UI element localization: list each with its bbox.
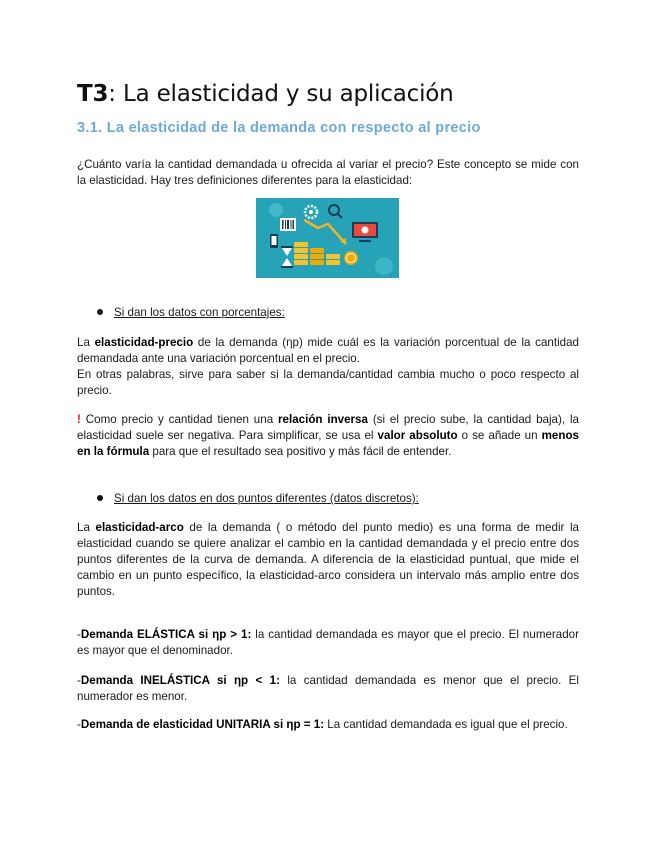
text-run: para que el resultado sea positivo y más fácil de entender. bbox=[149, 445, 452, 458]
text-run: - bbox=[77, 674, 81, 687]
bullet-item-discrete bbox=[97, 491, 419, 507]
page-title bbox=[77, 78, 454, 110]
section-heading: 3.1. La elasticidad de la demanda con respecto al precio bbox=[77, 120, 481, 136]
term-demanda-inelastica: Demanda INELÁSTICA si ηp < 1: bbox=[80, 674, 280, 687]
text-run: Como precio y cantidad tienen una bbox=[80, 413, 279, 426]
exclamation-icon: ! bbox=[77, 413, 81, 426]
bullet-text: Si dan los datos en dos puntos diferentes (datos discretos): bbox=[114, 492, 419, 505]
text-run: de la demanda ( o método del punto medio) es una forma de medir la elasticidad cuando se quiere analizar el cambio en la cantidad demandada y el precio entre dos puntos diferentes de la curva de demanda. A diferencia de la elasticidad puntual, que mide el cambio en un punto específico, la elasticidad-arco considera un intervalo más amplio entre dos puntos. bbox=[77, 521, 579, 598]
note-paragraph bbox=[77, 412, 579, 460]
term-elasticidad-precio: elasticidad-precio bbox=[94, 336, 194, 349]
term-relacion-inversa: relación inversa bbox=[278, 413, 368, 426]
term-demanda-unitaria: Demanda de elasticidad UNITARIA si ηp = 1: bbox=[80, 718, 325, 731]
term-menos-formula: menos en la fórmula bbox=[77, 429, 579, 458]
text-run: de la demanda (ηp) mide cuál es la variación porcentual de la cantidad demandada ante una variación porcentual en el precio. bbox=[77, 336, 579, 365]
term-demanda-elastica: Demanda ELÁSTICA si ηp > 1: bbox=[80, 628, 252, 641]
definition-elastic bbox=[77, 627, 579, 659]
definition-inelastic bbox=[77, 673, 579, 705]
title-prefix: T3 bbox=[77, 81, 109, 107]
text-run: (si el precio sube, la cantidad baja), la elasticidad suele ser negativa. Para simplificar, se usa el bbox=[77, 413, 579, 442]
text-run: o se añade un bbox=[457, 429, 542, 442]
text-run: En otras palabras, sirve para saber si la demanda/cantidad cambia mucho o poco respecto al precio. bbox=[77, 368, 579, 397]
title-rest: : La elasticidad y su aplicación bbox=[108, 81, 454, 107]
text-run: la cantidad demandada es mayor que el precio. El numerador es mayor que el denominador. bbox=[77, 628, 579, 657]
bullet-item-percentages bbox=[97, 305, 285, 321]
price-elasticity-paragraph bbox=[77, 335, 579, 399]
text-run: la cantidad demandada es menor que el precio. El numerador es menor. bbox=[77, 674, 579, 703]
bullet-dot-icon bbox=[97, 495, 103, 501]
phone-icon bbox=[270, 234, 278, 248]
economy-illustration bbox=[256, 198, 399, 278]
text-run: La bbox=[77, 521, 96, 534]
bullet-dot-icon bbox=[97, 309, 103, 315]
definition-unitary bbox=[77, 717, 579, 733]
bullet-text: Si dan los datos con porcentajes: bbox=[114, 306, 285, 319]
text-run: La bbox=[77, 336, 95, 349]
text-run: - bbox=[77, 718, 81, 731]
intro-text: ¿Cuánto varía la cantidad demandada u ofrecida al variar el precio? Este concepto se mide con la elasticidad. Hay tres definiciones diferentes para la elasticidad: bbox=[77, 158, 579, 187]
term-elasticidad-arco: elasticidad-arco bbox=[95, 521, 184, 534]
arc-elasticity-paragraph bbox=[77, 520, 579, 600]
text-run: La cantidad demandada es igual que el precio. bbox=[324, 718, 568, 731]
text-run: - bbox=[77, 628, 81, 641]
barcode-icon bbox=[280, 218, 296, 231]
intro-paragraph bbox=[77, 157, 579, 189]
term-valor-absoluto: valor absoluto bbox=[377, 429, 458, 442]
